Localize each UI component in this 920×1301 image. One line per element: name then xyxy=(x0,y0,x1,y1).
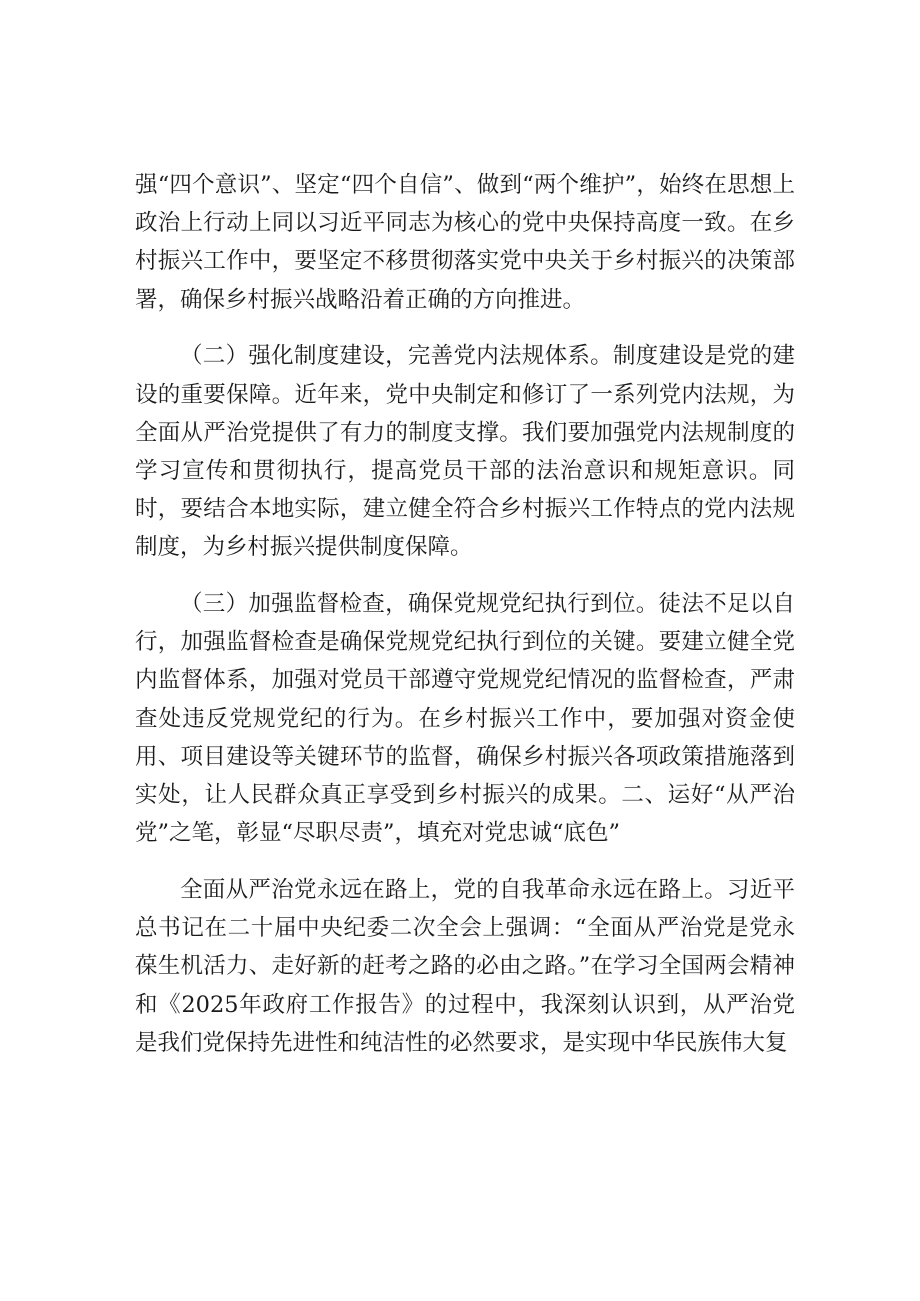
paragraph-2: （二）强化制度建设，完善党内法规体系。制度建设是党的建设的重要保障。近年来，党中央制定和修订了一系列党内法规，为全面从严治党提供了有力的制度支撑。我们要加强党内法规制度的学习宣传和贯彻执行，提高党员干部的法治意识和规矩意识。同时，要结合本地实际，建立健全符合乡村振兴工作特点的党内法规制度，为乡村振兴提供制度保障。 xyxy=(135,343,795,561)
paragraph-1: 强“四个意识”、坚定“四个自信”、做到“两个维护”，始终在思想上政治上行动上同以习近平同志为核心的党中央保持高度一致。在乡村振兴工作中，要坚定不移贯彻落实党中央关于乡村振兴的决策部署，确保乡村振兴战略沿着正确的方向推进。 xyxy=(135,172,795,313)
paragraph-4: 全面从严治党永远在路上，党的自我革命永远在路上。习近平总书记在二十届中央纪委二次全会上强调：“全面从严治党是党永葆生机活力、走好新的赶考之路的必由之路。”在学习全国两会精神和《2025年政府工作报告》的过程中，我深刻认识到，从严治党是我们党保持先进性和纯洁性的必然要求，是实现中华民族伟大复 xyxy=(135,876,795,1056)
paragraph-3: （三）加强监督检查，确保党规党纪执行到位。徒法不足以自行，加强监督检查是确保党规党纪执行到位的关键。要建立健全党内监督体系，加强对党员干部遵守党规党纪情况的监督检查，严肃查处违反党规党纪的行为。在乡村振兴工作中，要加强对资金使用、项目建设等关键环节的监督，确保乡村振兴各项政策措施落到实处，让人民群众真正享受到乡村振兴的成果。二、运好“从严治党”之笔，彰显“尽职尽责”，填充对党忠诚“底色” xyxy=(135,591,795,847)
document-body xyxy=(135,166,795,1080)
